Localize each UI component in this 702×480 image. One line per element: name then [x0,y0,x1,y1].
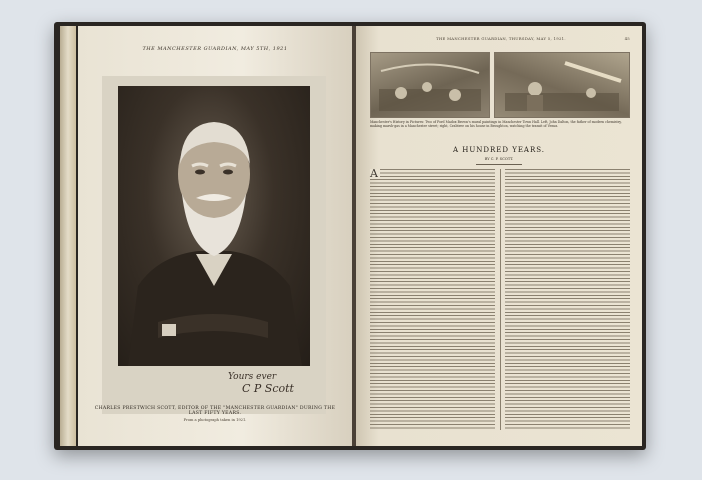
page-number: 45 [624,36,630,41]
mural-painting-left [370,52,490,118]
article-byline: BY C. P. SCOTT. [484,157,514,161]
illustration-caption: Manchester's History in Pictures: Two of Ford Madox Brown's mural paintings in Manchester Town Hall. Left, John Dalton, the father of modern chemistry, making marsh-gas in a Manchester street; right, Crabtree on his house in Broughton, watching the transit of Venus. [370,120,622,128]
article-column-1 [370,169,495,430]
article-body [370,169,630,430]
drop-cap: A [370,169,380,179]
right-running-head [370,36,632,41]
portrait-subcaption: From a photograph taken in 1921. [183,418,247,422]
signature-greeting: Yours ever [228,372,277,382]
article-column-2 [505,169,630,430]
column-divider [500,169,501,430]
signature-name: C P Scott [242,382,294,395]
illustration-row [370,52,628,116]
mural-painting-right [494,52,630,118]
book-spine [60,26,76,446]
article-title: A HUNDRED YEARS. [452,146,546,154]
signature [228,372,294,395]
portrait-illustration [118,86,310,366]
right-running-head-text: THE MANCHESTER GUARDIAN, THURSDAY, MAY 5, 1921. [436,36,566,41]
portrait-photo [118,86,310,366]
open-book [54,22,646,450]
portrait-caption: CHARLES PRESTWICH SCOTT, EDITOR OF THE "MANCHESTER GUARDIAN" DURING THE LAST FIFTY YEARS. [94,406,336,416]
right-page [356,26,642,446]
left-page [78,26,352,446]
left-running-head: THE MANCHESTER GUARDIAN, MAY 5TH, 1921 [142,46,288,52]
title-rule [476,164,522,165]
